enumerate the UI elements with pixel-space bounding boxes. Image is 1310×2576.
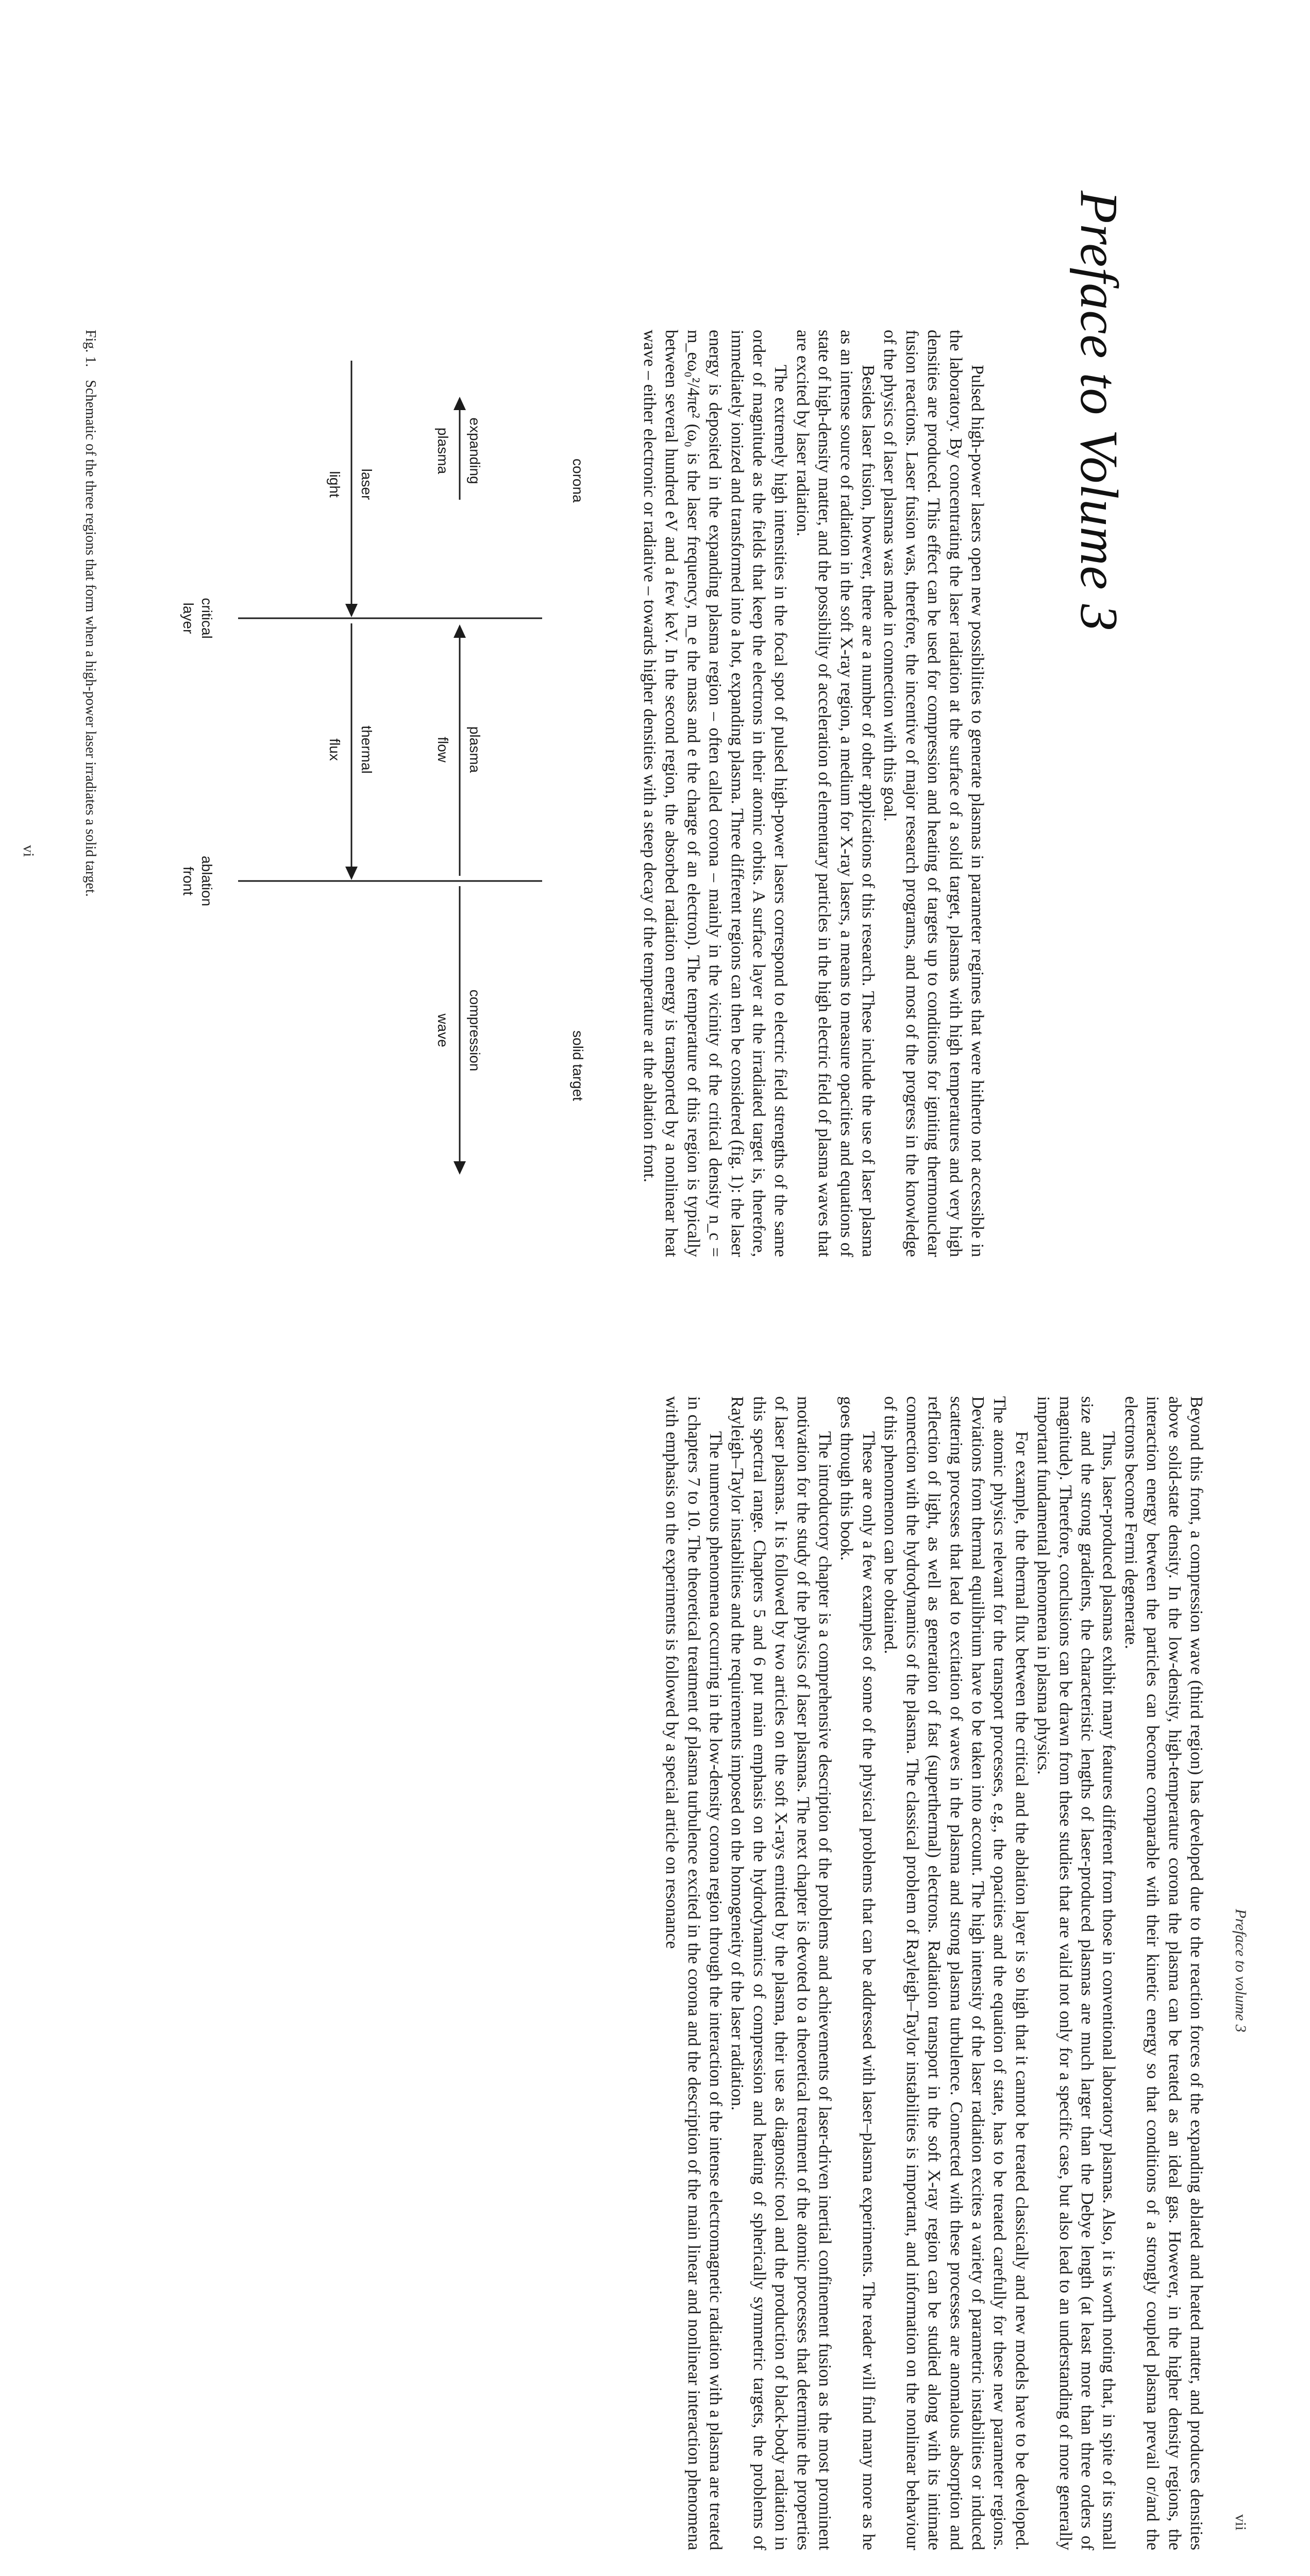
laser-light-arrow-icon [345,604,358,617]
paragraph: The introductory chapter is a comprehensive description of the problems and achievements of laser-driven inertial confinement fusion as the most prominent motivation for the study of the physics of laser plasmas. The next chapter is devoted to a theoretical treatment of the atomic processes that determine the properties of laser plasmas. It is followed by two articles on the soft X-rays emitted by the plasma, their use as diagnostic tool and the production of black-body radiation in this spectral range. Chapters 5 and 6 put main emphasis on the hydrodynamics of compression and heating of spherically symmetric targets, the problems of Rayleigh–Taylor instabilities and the requirements imposed on the homogeneity of the laser radiation. [728,1396,835,2550]
label-wave: wave [435,1013,451,1047]
page-number-left: vi [20,845,37,857]
figure-caption [81,330,99,1257]
running-head: Preface to volume 3 [1232,1909,1249,2032]
right-body-text [661,1396,1207,2550]
paragraph: The extremely high intensities in the focal spot of pulsed high-power lasers correspond to electric field strengths of the same order of magnitude as the fields that keep the electrons in their atomic orbits. A surface layer at the irradiated target is, therefore, immediately ionized and transformed into a hot, expanding plasma. Three different regions can then be considered (fig. 1): the laser energy is deposited in the expanding plasma region – often called corona – mainly in the vicinity of the critical density n_c = m_eω₀²/4πe² (ω₀ is the laser frequency, m_e the mass and e the charge of an electron). The temperature of this region is typically between several hundred eV and a few keV. In the second region, the absorbed radiation energy is transported by a nonlinear heat wave – either electronic or radiative – towards higher densities with a steep decay of the temperature at the ablation front. [640,330,791,1257]
label-laser: laser [359,468,375,500]
compression-wave-arrow-icon [454,1161,466,1175]
figure-caption-label: Fig. 1. [82,330,98,367]
label-thermal: thermal [359,725,375,774]
label-corona: corona [570,459,586,503]
paragraph: The numerous phenomena occurring in the low-density corona region through the interaction of the intense electromagnetic radiation with a plasma are treated in chapters 7 to 10. The theoretical treatment of plasma turbulence excited in the corona and the description of the main linear and nonlinear interaction phenomena with emphasis on the experiments is followed by a special article on resonance [662,1396,726,2550]
chapter-title: Preface to Volume 3 [1069,191,1129,632]
paragraph: For example, the thermal flux between the critical and the ablation layer is so high that it cannot be treated classically and new models have to be developed. The atomic physics relevant for the transport processes, e.g., the opacities and the equation of state, has to be treated carefully for these new parameter regions. Deviations from thermal equilibrium have to be taken into account. The high intensity of the laser radiation excites a variety of parametric instabilities or induced scattering processes that lead to excitation of waves in the plasma and strong plasma turbulence. Connected with these processes are anomalous absorption and reflection of light, as well as generation of fast (superthermal) electrons. Radiation transport in the soft X-ray region can be studied along with its intimate connection with the hydrodynamics of the plasma. The classical problem of Rayleigh–Taylor instabilities is important, and information on the nonlinear behaviour of this phenomenon can be obtained. [881,1396,1031,2550]
label-plasma-flow-2: flow [435,737,451,762]
page-number-right: vii [1232,2514,1249,2531]
label-compression: compression [467,989,483,1072]
label-front: front [180,866,196,896]
paragraph: Pulsed high-power lasers open new possibilities to generate plasmas in parameter regimes that were hitherto not accessible in the laboratory. By concentrating the laser radiation at the surface of a solid target, plasmas with high temperatures and very high densities are produced. This effect can be used for compression and heating of targets up to conditions for igniting thermonuclear fusion reactions. Laser fusion was, therefore, the incentive of major research programs, and most of the progress in the knowledge of the physics of laser plasmas was made in connection with this goal. [880,330,987,1257]
paragraph: Besides laser fusion, however, there are a number of other applications of this research. These include the use of laser plasma as an intense source of radiation in the soft X-ray region, a medium for X-ray lasers, a means to measure opacities and equations of state of high-density matter, and the possibility of acceleration of elementary particles in the high electric field of plasma waves that are excited by laser radiation. [793,330,878,1257]
thermal-flux-arrow-icon [345,867,358,880]
expanding-plasma-arrow-icon [454,397,466,410]
label-plasma-flow-1: plasma [467,726,483,773]
plasma-flow-arrow-icon [454,624,466,638]
label-solid-target: solid target [570,1030,586,1101]
left-body-text [639,330,988,1257]
regions-schematic [109,330,625,1257]
label-plasma-region: plasma [435,427,451,474]
figure-1 [58,330,625,1257]
label-layer: layer [180,602,196,634]
label-critical: critical [199,598,215,639]
paragraph: Thus, laser-produced plasmas exhibit many features different from those in conventional laboratory plasmas. Also, it is worth noting that, in spite of its small size and the strong gradients, the characteristic lengths of laser-produced plasmas are much larger than the Debye length (at least more than three orders of magnitude). Therefore, conclusions can be drawn from these studies that are valid not only for a specific case, but also lead to an understanding of more generally important fundamental phenomena in plasma physics. [1034,1396,1119,2550]
paragraph: Beyond this front, a compression wave (third region) has developed due to the reaction forces of the expanding ablated and heated matter, and produces densities above solid-state density. In the low-density, high-temperature corona the plasma can be treated as an ideal gas. However, in the higher density regions, the interaction energy between the particles can become comparable with their kinetic energy so that conditions of a strongly coupled plasma prevail or/and the electrons become Fermi degenerate. [1121,1396,1206,2550]
paragraph: These are only a few examples of some of the physical problems that can be addressed with laser–plasma experiments. The reader will find many more as he goes through this book. [837,1396,878,2550]
label-ablation: ablation [199,855,215,907]
page-vii [0,1314,1310,2576]
label-light: light [327,471,343,498]
figure-caption-text: Schematic of the three regions that form when a high-power laser irradiates a solid target. [82,380,98,897]
label-expanding: expanding [467,417,483,484]
label-flux: flux [327,738,343,761]
